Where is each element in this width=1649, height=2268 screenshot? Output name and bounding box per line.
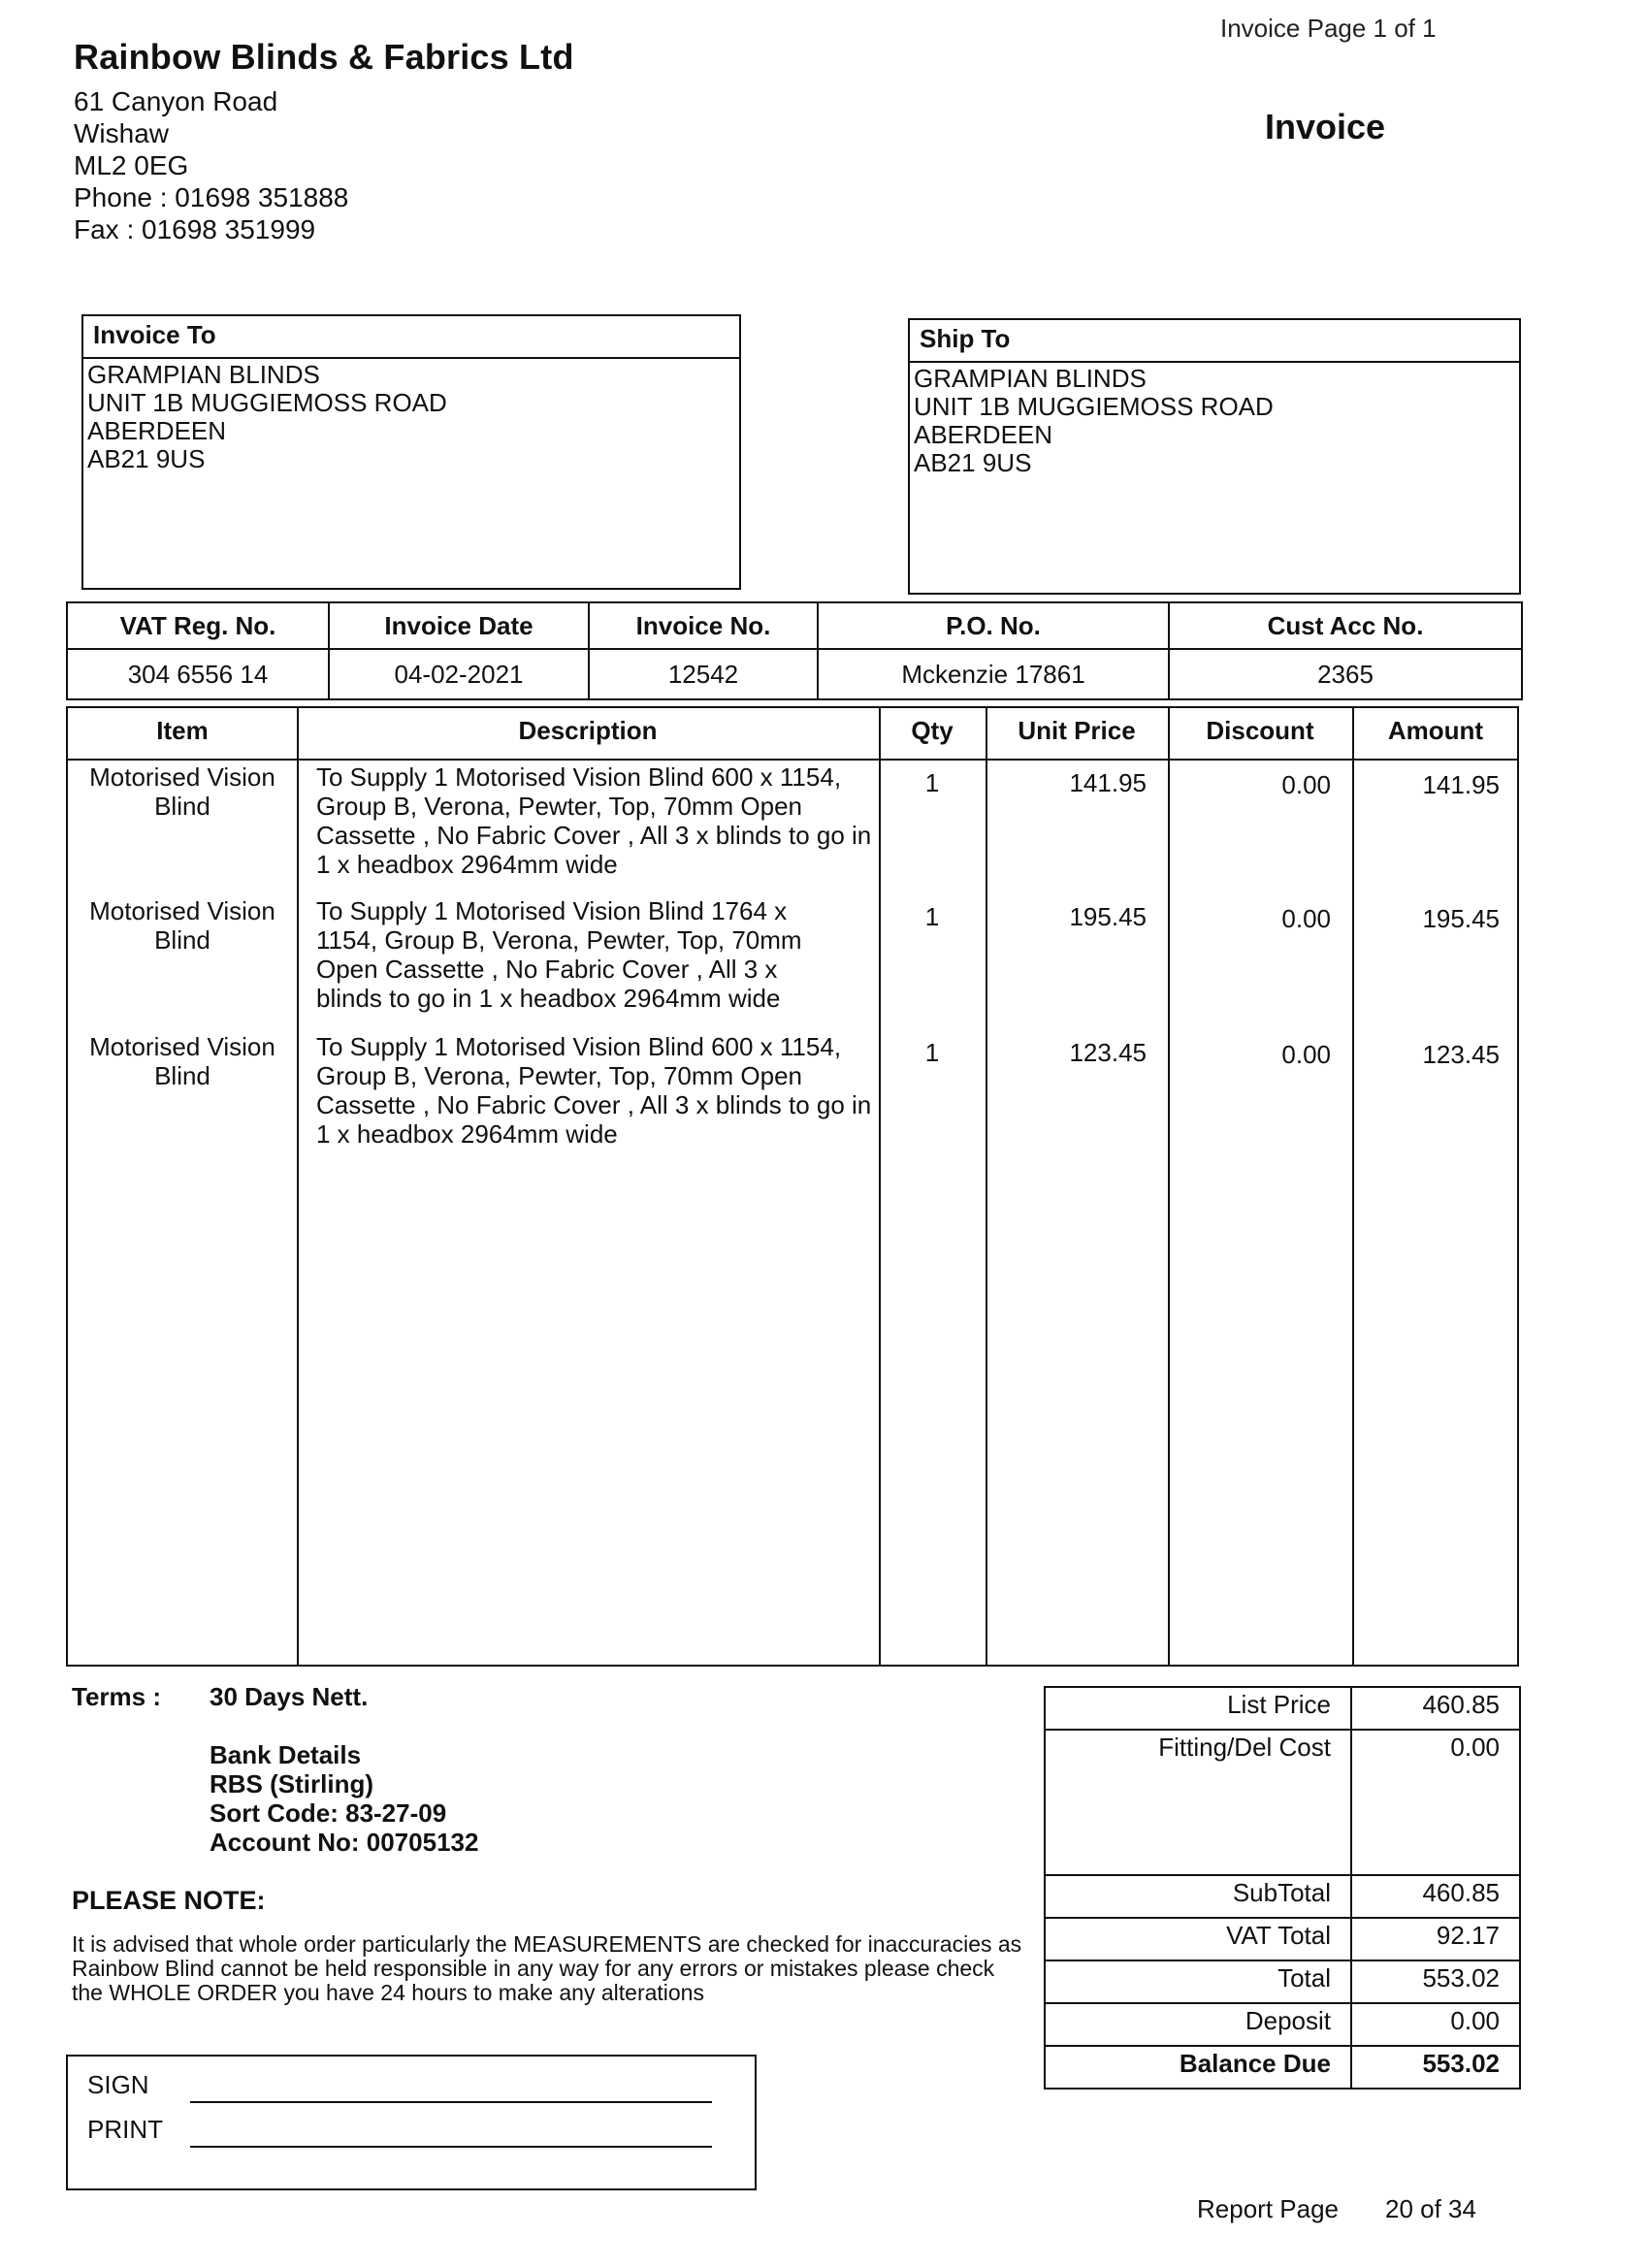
ship-to-line: ABERDEEN (914, 420, 1053, 449)
balance-due-value: 553.02 (1351, 2046, 1520, 2089)
description-column-header: Description (518, 716, 658, 745)
qty-column-header: Qty (911, 716, 954, 745)
report-page-label: Report Page (1197, 2194, 1339, 2223)
invoice-page-indicator: Invoice Page 1 of 1 (1220, 14, 1437, 43)
line-item-qty: 1 (924, 1038, 940, 1067)
invoice-number-header: Invoice No. (589, 602, 818, 649)
po-number-value: Mckenzie 17861 (818, 649, 1169, 699)
bank-details-heading: Bank Details (210, 1740, 362, 1769)
company-fax: Fax : 01698 351999 (74, 214, 316, 244)
company-address-line: Wishaw (74, 118, 170, 148)
please-note-heading: PLEASE NOTE: (72, 1886, 266, 1915)
invoice-info-table (66, 601, 1523, 700)
line-item-amount: 195.45 (1422, 904, 1500, 933)
please-note-text: It is advised that whole order particularly the MEASUREMENTS are checked for inaccuracies as Rainbow Blind cannot be held responsible in any way for any errors or mistakes please check the WHOLE ORDER you have 24 hours to make any alterations (72, 1931, 1022, 2005)
document-title: Invoice (1265, 107, 1386, 146)
invoice-to-heading: Invoice To (83, 316, 739, 359)
terms-value: 30 Days Nett. (210, 1682, 369, 1711)
invoice-to-line: ABERDEEN (87, 416, 227, 445)
line-item-name: Motorised Vision Blind (89, 1032, 275, 1090)
total-value: 553.02 (1351, 1960, 1520, 2003)
item-column-header: Item (156, 716, 209, 745)
line-item-amount: 141.95 (1422, 770, 1500, 799)
line-item-unit-price: 141.95 (1069, 768, 1147, 797)
list-price-label: List Price (1045, 1687, 1351, 1730)
discount-column-header: Discount (1206, 716, 1314, 745)
ship-to-heading: Ship To (910, 320, 1519, 363)
invoice-to-line: AB21 9US (87, 444, 206, 473)
company-address-line: 61 Canyon Road (74, 86, 278, 116)
line-item-unit-price: 123.45 (1069, 1038, 1147, 1067)
line-item-name: Motorised Vision Blind (89, 896, 275, 955)
line-item-description: To Supply 1 Motorised Vision Blind 600 x 1154, Group B, Verona, Pewter, Top, 70mm Open Cassette , No Fabric Cover , All 3 x blinds to go in 1 x headbox 2964mm wide (316, 762, 872, 879)
ship-to-box (908, 318, 1521, 595)
sign-label: SIGN (87, 2070, 149, 2099)
total-label: Total (1045, 1960, 1351, 2003)
invoice-to-line: GRAMPIAN BLINDS (87, 360, 320, 389)
invoice-date-header: Invoice Date (329, 602, 589, 649)
company-address-line: ML2 0EG (74, 150, 189, 180)
subtotal-label: SubTotal (1045, 1875, 1351, 1918)
line-item-description: To Supply 1 Motorised Vision Blind 1764 x 1154, Group B, Verona, Pewter, Top, 70mm Open Cassette , No Fabric Cover , All 3 x blinds to go in 1 x headbox 2964mm wide (316, 896, 802, 1013)
line-item-qty: 1 (924, 768, 940, 797)
sign-line (190, 2101, 712, 2103)
bank-sort-code: Sort Code: 83-27-09 (210, 1798, 447, 1828)
ship-to-line: UNIT 1B MUGGIEMOSS ROAD (914, 392, 1274, 421)
company-name: Rainbow Blinds & Fabrics Ltd (74, 37, 574, 77)
line-item-qty: 1 (924, 902, 940, 931)
vat-total-label: VAT Total (1045, 1918, 1351, 1960)
totals-table (1044, 1686, 1521, 2090)
cust-acc-header: Cust Acc No. (1169, 602, 1522, 649)
signature-box (66, 2055, 757, 2190)
report-page-value: 20 of 34 (1385, 2194, 1476, 2223)
list-price-value: 460.85 (1351, 1687, 1520, 1730)
line-item-unit-price: 195.45 (1069, 902, 1147, 931)
balance-due-label: Balance Due (1045, 2046, 1351, 2089)
vat-reg-value: 304 6556 14 (67, 649, 329, 699)
fitting-del-cost-value: 0.00 (1351, 1730, 1520, 1875)
line-items-table (66, 706, 1519, 1667)
ship-to-line: GRAMPIAN BLINDS (914, 364, 1147, 393)
line-item-description: To Supply 1 Motorised Vision Blind 600 x 1154, Group B, Verona, Pewter, Top, 70mm Open Cassette , No Fabric Cover , All 3 x blinds to go in 1 x headbox 2964mm wide (316, 1032, 872, 1149)
print-line (190, 2146, 712, 2148)
invoice-to-line: UNIT 1B MUGGIEMOSS ROAD (87, 388, 447, 417)
line-item-discount: 0.00 (1281, 1040, 1331, 1069)
line-item-discount: 0.00 (1281, 904, 1331, 933)
print-label: PRINT (87, 2115, 163, 2144)
line-item-name: Motorised Vision Blind (89, 762, 275, 821)
vat-total-value: 92.17 (1351, 1918, 1520, 1960)
deposit-label: Deposit (1045, 2003, 1351, 2046)
fitting-del-cost-label: Fitting/Del Cost (1045, 1730, 1351, 1875)
deposit-value: 0.00 (1351, 2003, 1520, 2046)
subtotal-value: 460.85 (1351, 1875, 1520, 1918)
ship-to-line: AB21 9US (914, 448, 1032, 477)
po-number-header: P.O. No. (818, 602, 1169, 649)
invoice-number-value: 12542 (589, 649, 818, 699)
terms-label: Terms : (72, 1682, 161, 1711)
amount-column-header: Amount (1387, 716, 1484, 745)
line-item-discount: 0.00 (1281, 770, 1331, 799)
unit-price-column-header: Unit Price (1018, 716, 1136, 745)
bank-account-number: Account No: 00705132 (210, 1828, 479, 1857)
invoice-to-box (81, 314, 741, 590)
invoice-date-value: 04-02-2021 (329, 649, 589, 699)
company-phone: Phone : 01698 351888 (74, 182, 349, 212)
vat-reg-header: VAT Reg. No. (67, 602, 329, 649)
bank-name: RBS (Stirling) (210, 1769, 373, 1798)
cust-acc-value: 2365 (1169, 649, 1522, 699)
line-item-amount: 123.45 (1422, 1040, 1500, 1069)
